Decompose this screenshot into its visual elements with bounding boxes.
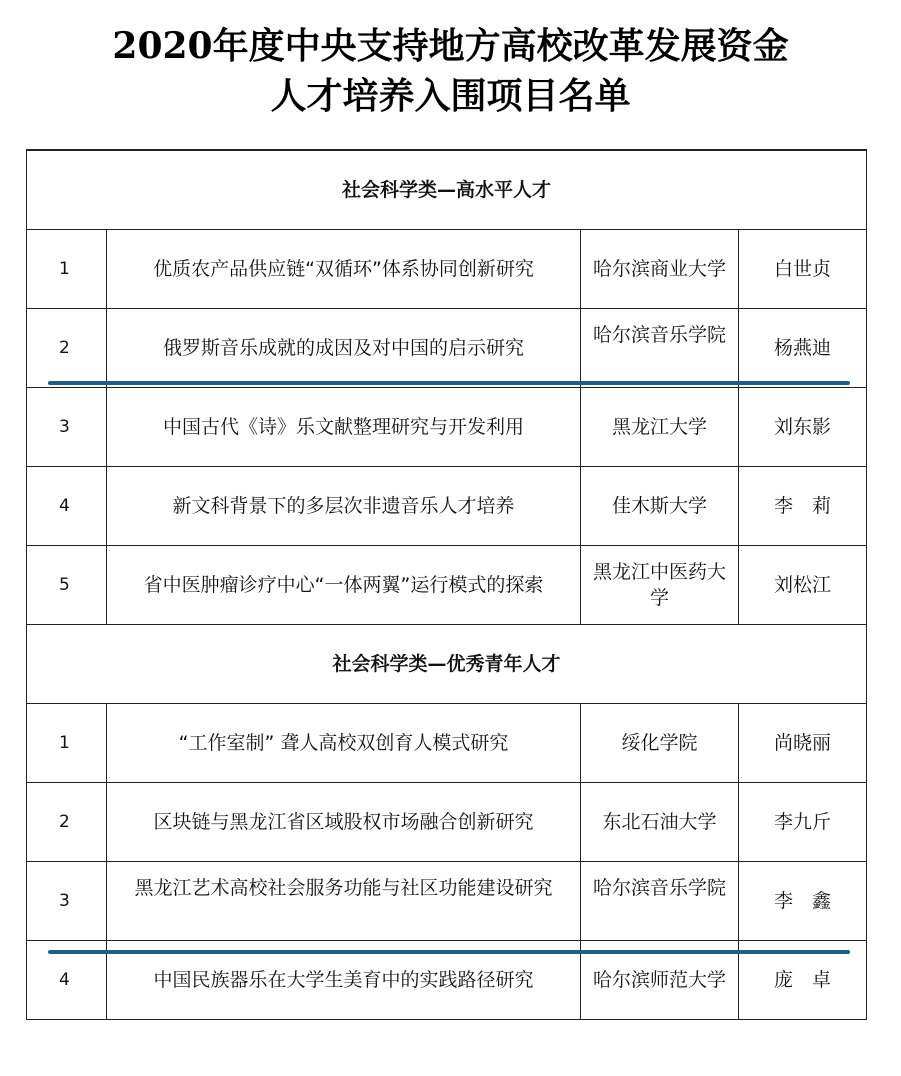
person-name: 白世贞 [739, 230, 867, 309]
highlight-underline-2 [48, 950, 850, 954]
person-name: 刘松江 [739, 546, 867, 625]
table-row [27, 309, 867, 388]
page-title-line-1: 2020年度中央支持地方高校改革发展资金 [112, 25, 789, 67]
table-row [27, 230, 867, 309]
category-label: 社会科学类—优秀青年人才 [27, 625, 867, 704]
category-row-young-talent [27, 625, 867, 704]
table-row [27, 467, 867, 546]
highlight-underline-1 [48, 381, 850, 385]
project-name: “工作室制” 聋人高校双创育人模式研究 [107, 704, 581, 783]
person-name: 李 莉 [739, 467, 867, 546]
project-name: 中国民族器乐在大学生美育中的实践路径研究 [107, 941, 581, 1020]
school-name: 哈尔滨商业大学 [581, 230, 739, 309]
school-name: 东北石油大学 [581, 783, 739, 862]
project-name: 中国古代《诗》乐文献整理研究与开发利用 [107, 388, 581, 467]
project-name: 区块链与黑龙江省区域股权市场融合创新研究 [107, 783, 581, 862]
school-name: 哈尔滨音乐学院 [581, 862, 739, 941]
school-name: 黑龙江大学 [581, 388, 739, 467]
project-name: 优质农产品供应链“双循环”体系协同创新研究 [107, 230, 581, 309]
project-name: 省中医肿瘤诊疗中心“一体两翼”运行模式的探索 [107, 546, 581, 625]
school-name: 黑龙江中医药大学 [581, 546, 739, 625]
project-name: 俄罗斯音乐成就的成因及对中国的启示研究 [107, 309, 581, 388]
category-label: 社会科学类—高水平人才 [27, 151, 867, 230]
person-name: 尚晓丽 [739, 704, 867, 783]
row-number: 5 [27, 546, 107, 625]
row-number: 3 [27, 862, 107, 941]
category-row-high-level [27, 151, 867, 230]
person-name: 庞 卓 [739, 941, 867, 1020]
person-name: 刘东影 [739, 388, 867, 467]
table-row [27, 388, 867, 467]
row-number: 4 [27, 941, 107, 1020]
school-name: 绥化学院 [581, 704, 739, 783]
school-name: 佳木斯大学 [581, 467, 739, 546]
row-number: 2 [27, 783, 107, 862]
person-name: 李九斤 [739, 783, 867, 862]
row-number: 1 [27, 704, 107, 783]
person-name: 杨燕迪 [739, 309, 867, 388]
row-number: 3 [27, 388, 107, 467]
table-row [27, 546, 867, 625]
table-row [27, 783, 867, 862]
project-name: 黑龙江艺术高校社会服务功能与社区功能建设研究 [107, 862, 581, 941]
row-number: 1 [27, 230, 107, 309]
table-row [27, 704, 867, 783]
school-name: 哈尔滨音乐学院 [581, 309, 739, 388]
row-number: 4 [27, 467, 107, 546]
project-name: 新文科背景下的多层次非遗音乐人才培养 [107, 467, 581, 546]
row-number: 2 [27, 309, 107, 388]
person-name: 李 鑫 [739, 862, 867, 941]
table-row [27, 862, 867, 941]
school-name: 哈尔滨师范大学 [581, 941, 739, 1020]
candidate-table [26, 149, 867, 1020]
page-title-line-2: 人才培养入围项目名单 [270, 75, 631, 117]
